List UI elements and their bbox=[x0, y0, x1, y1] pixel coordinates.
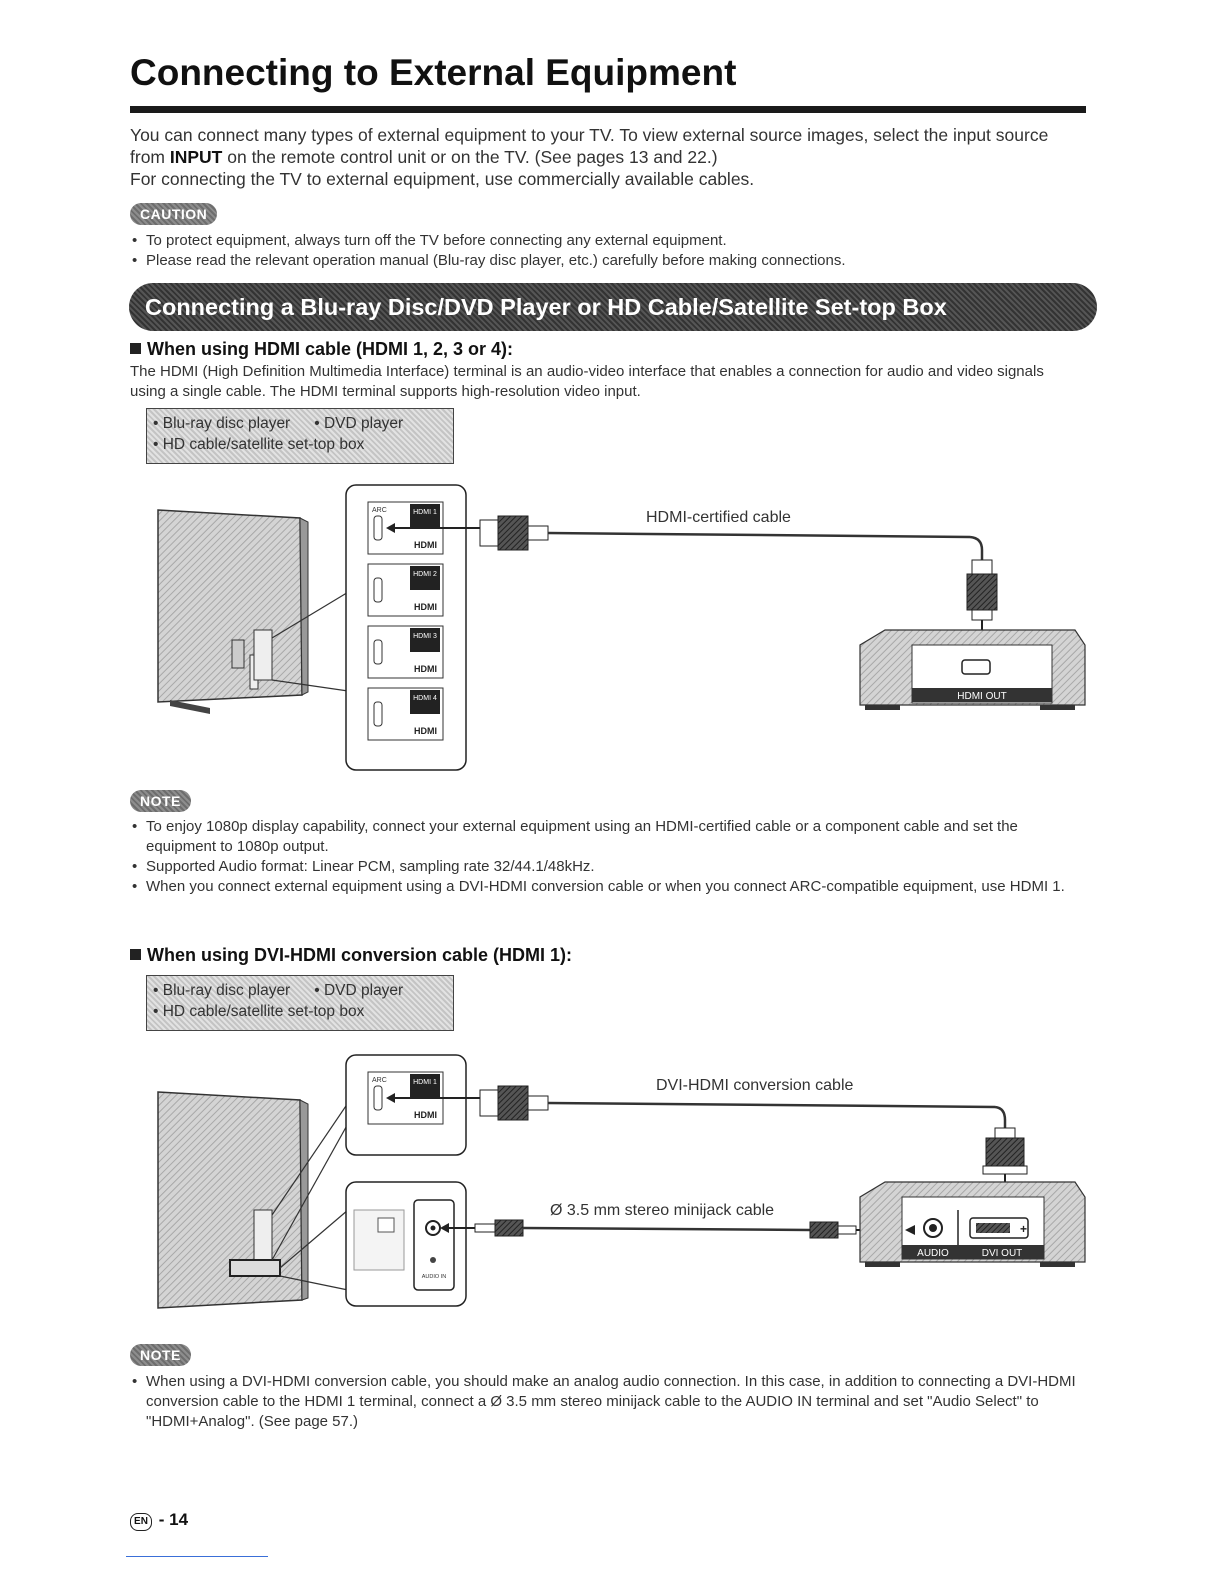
intro-text bbox=[130, 124, 1080, 190]
hdmi-connection-diagram bbox=[150, 480, 1100, 780]
svg-text:+: + bbox=[1020, 1222, 1028, 1236]
svg-text:HDMI: HDMI bbox=[414, 1110, 437, 1120]
svg-text:HDMI: HDMI bbox=[414, 664, 437, 674]
note-item: • When using a DVI-HDMI conversion cable, you should make an analog audio connection. In this case, in addition to connecting a DVI-HDMI conversion cable to the HDMI 1 terminal, connect a Ø 3.5 mm stereo minijack cable to the AUDIO IN terminal and set "Audio Select" to "HDMI+Analog". (See page 57.) bbox=[130, 1372, 1090, 1432]
hdmi-port-2 bbox=[368, 564, 443, 616]
intro-text-1c: on the remote control unit or on the TV. (See pages 13 and 22.) bbox=[222, 147, 718, 167]
hdmi-device-plug bbox=[967, 560, 997, 620]
svg-text:HDMI 2: HDMI 2 bbox=[413, 571, 437, 578]
dvi-connection-diagram bbox=[150, 1050, 1100, 1320]
device-item: • DVD player bbox=[314, 982, 404, 999]
dvi-source-device bbox=[860, 1182, 1085, 1267]
tv-back-illustration bbox=[158, 1092, 308, 1308]
svg-text:AUDIO IN: AUDIO IN bbox=[421, 1274, 447, 1280]
dvi-heading-a: When using bbox=[147, 945, 254, 965]
svg-text:HDMI 4: HDMI 4 bbox=[413, 695, 437, 702]
heading-bullet-icon bbox=[130, 949, 141, 960]
hdmi-notes bbox=[130, 817, 1090, 897]
hdmi-port-4 bbox=[368, 688, 443, 740]
intro-text-1a: You can connect many types of external equipment to your TV. To view external source images, select the input source from bbox=[130, 125, 1049, 167]
caution-badge: CAUTION bbox=[130, 203, 217, 225]
svg-text:HDMI 1: HDMI 1 bbox=[413, 1079, 437, 1086]
svg-text:HDMI OUT: HDMI OUT bbox=[957, 691, 1007, 702]
hdmi-cable-plug bbox=[480, 1086, 548, 1120]
dvi-device-list bbox=[146, 975, 454, 1031]
svg-text:ARC: ARC bbox=[372, 1077, 387, 1084]
caution-list bbox=[130, 231, 1080, 271]
dvi-notes bbox=[130, 1372, 1090, 1432]
caution-item: • Please read the relevant operation manual (Blu-ray disc player, etc.) carefully before making connections. bbox=[130, 251, 1080, 271]
svg-text:HDMI: HDMI bbox=[414, 726, 437, 736]
dvi-plug bbox=[983, 1128, 1027, 1174]
page-number: 14 bbox=[169, 1510, 189, 1529]
device-item: • HD cable/satellite set-top box bbox=[153, 1003, 365, 1020]
tv-back-illustration bbox=[158, 510, 308, 714]
minijack-plug-tv bbox=[475, 1220, 523, 1236]
intro-text-2: For connecting the TV to external equipment, use commercially available cables. bbox=[130, 169, 755, 189]
svg-text:AUDIO: AUDIO bbox=[917, 1248, 949, 1259]
svg-text:HDMI 3: HDMI 3 bbox=[413, 633, 437, 640]
hdmi-port-3 bbox=[368, 626, 443, 678]
title-rule bbox=[130, 106, 1086, 113]
svg-text:DVI OUT: DVI OUT bbox=[981, 1248, 1023, 1259]
section-banner: Connecting a Blu-ray Disc/DVD Player or HD Cable/Satellite Set-top Box bbox=[129, 283, 1097, 331]
device-item: • DVD player bbox=[314, 415, 404, 432]
intro-input-keyword: INPUT bbox=[169, 147, 223, 167]
caution-item: • To protect equipment, always turn off the TV before connecting any external equipment. bbox=[130, 231, 1080, 251]
dvi-heading-b: DVI-HDMI conversion cable (HDMI 1): bbox=[254, 945, 573, 965]
note-item: • Supported Audio format: Linear PCM, sampling rate 32/44.1/48kHz. bbox=[130, 857, 1090, 877]
hdmi-heading-a: When using bbox=[147, 339, 254, 359]
page-title: Connecting to External Equipment bbox=[130, 52, 737, 93]
note-item: • To enjoy 1080p display capability, connect your external equipment using an HDMI-certified cable or a component cable and set the equipment to 1080p output. bbox=[130, 817, 1090, 857]
device-item: • Blu-ray disc player bbox=[153, 982, 291, 999]
svg-text:ARC: ARC bbox=[372, 507, 387, 514]
minijack-cable-label: Ø 3.5 mm stereo minijack cable bbox=[550, 1202, 775, 1219]
page-footer: EN - 14 bbox=[130, 1510, 188, 1531]
minijack-plug-device bbox=[810, 1222, 856, 1238]
device-item: • HD cable/satellite set-top box bbox=[153, 436, 365, 453]
hdmi-heading bbox=[130, 339, 513, 360]
svg-text:HDMI: HDMI bbox=[414, 602, 437, 612]
hdmi-cable-plug bbox=[480, 516, 548, 550]
hdmi-device-list bbox=[146, 408, 454, 464]
hdmi-description: The HDMI (High Definition Multimedia Interface) terminal is an audio-video interface that enables a connection for audio and video signals using a single cable. The HDMI terminal supports high-resolution video input. bbox=[130, 363, 1044, 400]
note-item: • When you connect external equipment using a DVI-HDMI conversion cable or when you connect ARC-compatible equipment, use HDMI 1. bbox=[130, 877, 1090, 897]
svg-text:HDMI: HDMI bbox=[414, 540, 437, 550]
language-badge: EN bbox=[130, 1513, 152, 1531]
heading-bullet-icon bbox=[130, 343, 141, 354]
hdmi-cable-label: HDMI-certified cable bbox=[646, 509, 791, 526]
hdmi-source-device bbox=[860, 630, 1085, 710]
device-item: • Blu-ray disc player bbox=[153, 415, 291, 432]
note-badge: NOTE bbox=[130, 790, 191, 812]
footer-line bbox=[126, 1556, 268, 1557]
svg-text:HDMI 1: HDMI 1 bbox=[413, 509, 437, 516]
dvi-cable-label: DVI-HDMI conversion cable bbox=[656, 1077, 854, 1094]
note-badge: NOTE bbox=[130, 1344, 191, 1366]
hdmi-heading-b: HDMI cable (HDMI 1, 2, 3 or 4): bbox=[254, 339, 514, 359]
dvi-heading bbox=[130, 945, 572, 966]
